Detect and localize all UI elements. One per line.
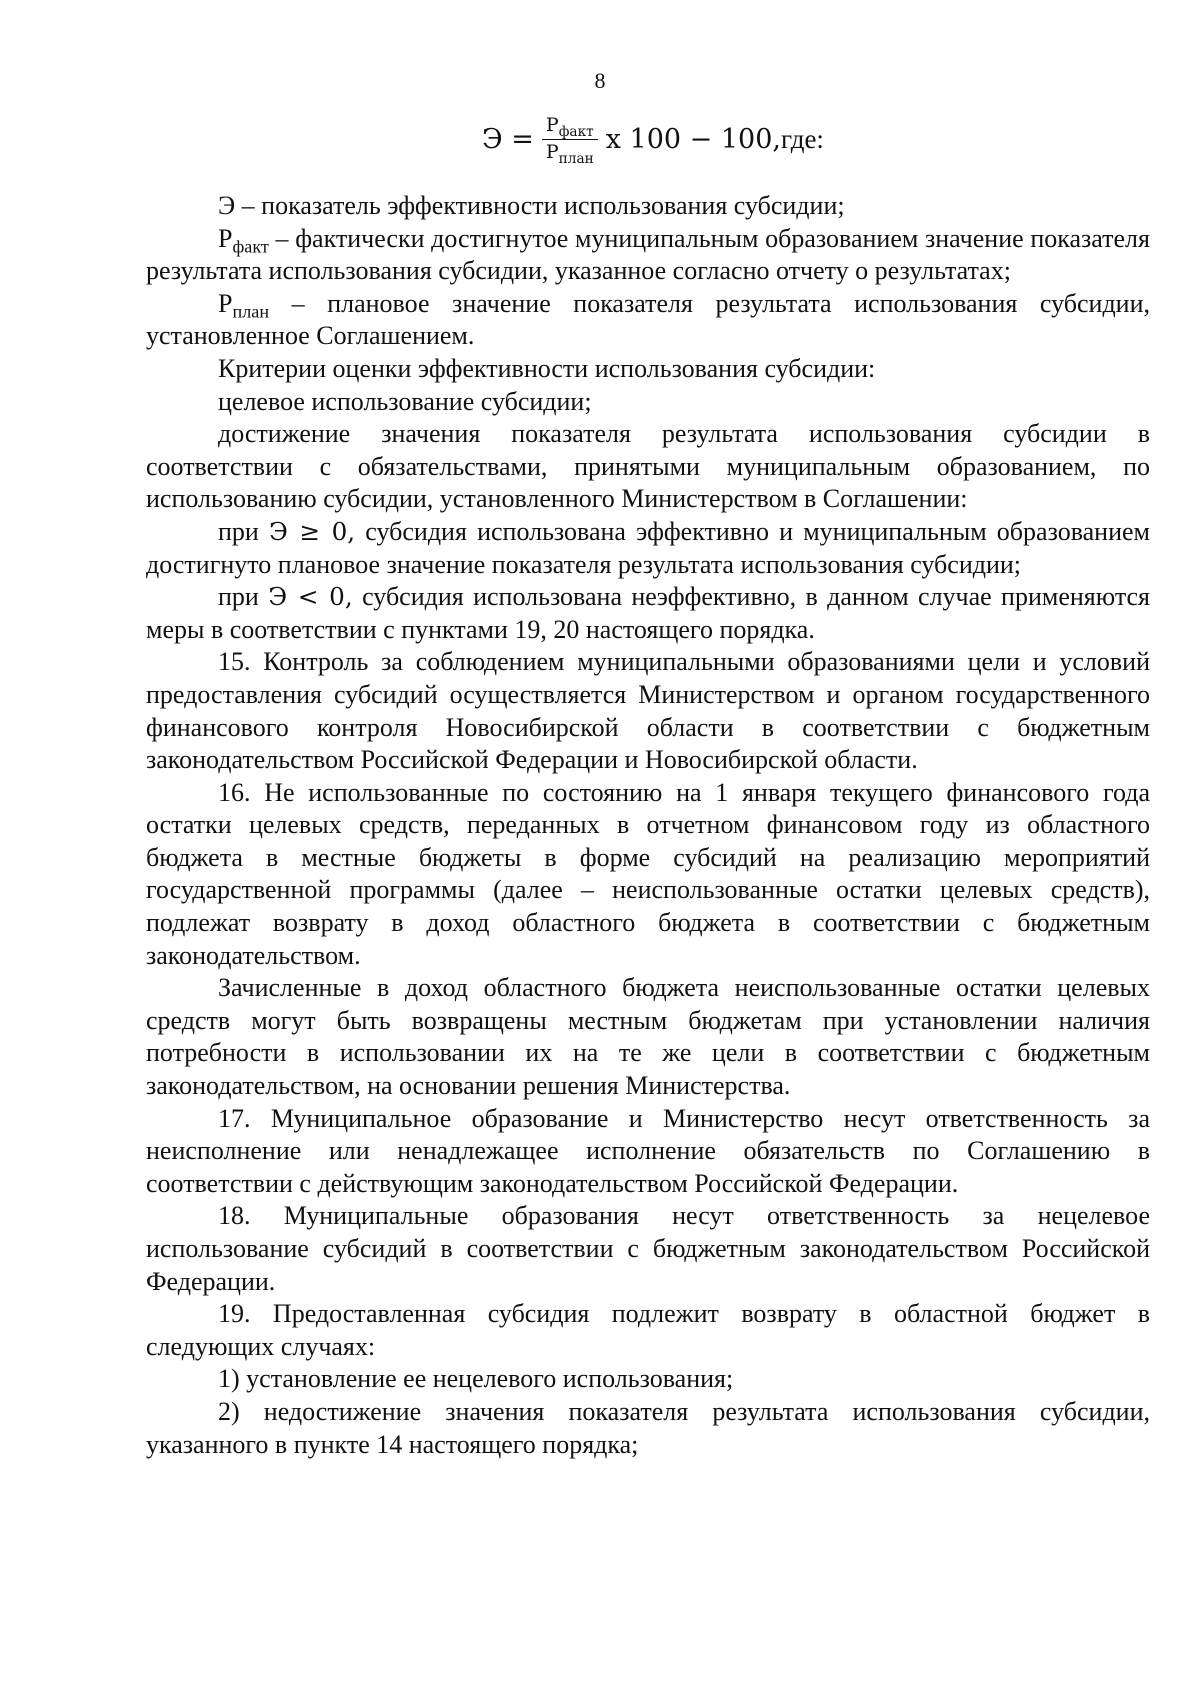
pplan-symbol: Р: [218, 288, 233, 318]
case-2-math: Э < 0,: [268, 582, 353, 612]
formula-fraction: [542, 114, 598, 167]
criteria-item-1: целевое использование субсидии;: [218, 386, 592, 416]
formula-tail: где:: [780, 123, 824, 154]
section-16-paragraph-2: Зачисленные в доход областного бюджета неиспользованные остатки целевых средств могут быть возвращены местным бюджетам при установлении наличия потребности в использовании их на те же цели в соответствии с бюджетным законодательством, на основании решения Министерства.: [146, 973, 1150, 1101]
efficiency-formula: [482, 114, 824, 167]
pfakt-symbol: Р: [218, 223, 233, 253]
case-2-prefix: при: [218, 582, 269, 612]
definition-pplan: [146, 288, 1150, 353]
pfakt-text: – фактически достигнутое муниципальным образованием значение показателя результата использования субсидии, указанное согласно отчету о результатах;: [146, 223, 1150, 286]
denominator-subscript: план: [558, 150, 594, 167]
section-19-item-2: 2) недостижение значения показателя результата использования субсидии, указанного в пункте 14 настоящего порядка;: [146, 1396, 1150, 1459]
pfakt-subscript: факт: [232, 236, 269, 257]
formula-denominator: [542, 140, 598, 167]
definition-e: Э – показатель эффективности использования субсидии;: [218, 191, 845, 220]
criteria-case-2: [146, 581, 1150, 646]
formula-lhs: Э =: [482, 123, 534, 155]
numerator-subscript: факт: [558, 123, 594, 140]
section-18: 18. Муниципальные образования несут ответственность за нецелевое использование субсидий в соответствии с бюджетным законодательством Российской Федерации.: [146, 1201, 1150, 1296]
page-number: 8: [594, 68, 606, 93]
case-1-prefix: при: [218, 516, 269, 546]
case-1-math: Э ≥ 0,: [268, 516, 356, 546]
pplan-text: – плановое значение показателя результата использования субсидии, установленное Соглашением.: [146, 288, 1150, 351]
section-17: 17. Муниципальное образование и Министерство несут ответственность за неисполнение или ненадлежащее исполнение обязательств по Соглашению в соответствии с действующим законодательством Российской Федерации.: [146, 1103, 1150, 1198]
criteria-heading: Критерии оценки эффективности использования субсидии:: [218, 353, 876, 383]
section-15: 15. Контроль за соблюдением муниципальными образованиями цели и условий предоставления субсидий осуществляется Министерством и органом государственного финансового контроля Новосибирской области в соответствии с бюджетным законодательством Российской Федерации и Новосибирской области.: [146, 647, 1150, 775]
denominator-base: Р: [545, 140, 559, 163]
section-16: 16. Не использованные по состоянию на 1 января текущего финансового года остатки целевых средств, переданных в отчетном финансовом году из областного бюджета в местные бюджеты в форме субсидий на реализацию мероприятий государственной программы (далее – неиспользованные остатки целевых средств), подлежат возврату в доход областного бюджета в соответствии с бюджетным законодательством.: [146, 777, 1150, 970]
case-1-text: субсидия использована эффективно и муниципальным образованием достигнуто плановое значение показателя результата использования субсидии;: [146, 516, 1150, 579]
section-19-item-1: 1) установление ее нецелевого использования;: [218, 1364, 734, 1394]
case-2-text: субсидия использована неэффективно, в данном случае применяются меры в соответствии с пунктами 19, 20 настоящего порядка.: [146, 582, 1151, 644]
pplan-subscript: план: [232, 301, 270, 322]
document-body: [146, 190, 1150, 1461]
formula-numerator: [542, 116, 598, 140]
numerator-base: Р: [545, 114, 559, 136]
section-19: 19. Предоставленная субсидия подлежит возврату в областной бюджет в следующих случаях:: [146, 1299, 1150, 1361]
definition-pfakt: [146, 223, 1150, 288]
criteria-case-1: [146, 516, 1150, 581]
formula-rest: х 100 − 100,: [605, 123, 781, 155]
criteria-item-2: достижение значения показателя результата использования субсидии в соответствии с обязательствами, принятыми муниципальным образованием, по использованию субсидии, установленного Министерством в Соглашении:: [146, 419, 1150, 514]
